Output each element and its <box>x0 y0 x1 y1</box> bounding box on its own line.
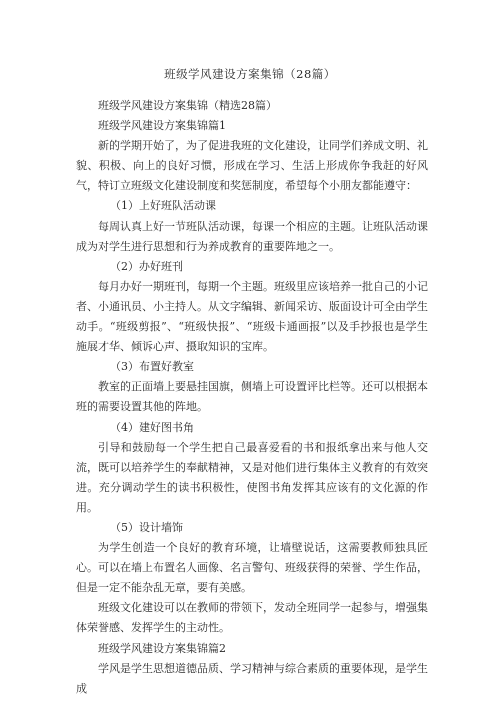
paragraph: 学风是学生思想道德品质、学习精神与综合素质的重要体现，是学生成 <box>76 661 428 695</box>
subheading: （3）布置好教室 <box>110 360 194 374</box>
paragraph: 每周认真上好一节班队活动课，每课一个相应的主题。让班队活动课成为对学生进行思想和行为养成教育的重要阵地之一。 <box>76 219 428 253</box>
subheading: （1）上好班队活动课 <box>110 199 216 213</box>
subheading: （2）办好班刊 <box>110 259 183 273</box>
subheading: （4）建好图书角 <box>110 420 194 434</box>
paragraph: 班级文化建设可以在教师的带领下，发动全班同学一起参与，增强集体荣誉感、发挥学生的主动性。 <box>76 601 428 635</box>
paragraph: 为学生创造一个良好的教育环境，让墙壁说话，这需要教师独具匠心。可以在墙上布置名人画像、名言警句、班级获得的荣誉、学生作品，但是一定不能杂乱无章，要有美感。 <box>76 541 428 595</box>
document-body <box>76 96 428 699</box>
section-heading-2: 班级学风建设方案集锦篇2 <box>98 641 226 655</box>
paragraph-subtitle: 班级学风建设方案集锦（精选28篇） <box>98 99 277 112</box>
paragraph: 引导和鼓励每一个学生把自己最喜爱看的书和报纸拿出来与他人交流，既可以培养学生的奉献精神，又是对他们进行集体主义教育的有效突进。充分调动学生的读书积极性，使图书角发挥其应该有的文化源的作用。 <box>76 440 428 514</box>
section-heading-1: 班级学风建设方案集锦篇1 <box>98 119 226 133</box>
subheading: （5）设计墙饰 <box>110 520 183 534</box>
document-title: 班级学风建设方案集锦（28篇） <box>164 67 336 81</box>
paragraph: 教室的正面墙上要悬挂国旗，侧墙上可设置评比栏等。还可以根据本班的需要设置其他的阵地。 <box>76 380 428 414</box>
paragraph: 每月办好一期班刊，每期一个主题。班级里应该培养一批自己的小记者、小通讯员、小主持人。从文字编辑、新闻采访、版面设计可全由学生动手。“班级剪报”、“班级快报”、“班级卡通画报”以及手抄报也是学生施展才华、倾诉心声、摄取知识的宝库。 <box>76 279 428 354</box>
paragraph: 新的学期开始了，为了促进我班的文化建设，让同学们养成文明、礼貌、积极、向上的良好习惯，形成在学习、生活上形成你争我赶的好风气，特订立班级文化建设制度和奖惩制度，希望每个小朋友都能遵守： <box>76 139 428 193</box>
